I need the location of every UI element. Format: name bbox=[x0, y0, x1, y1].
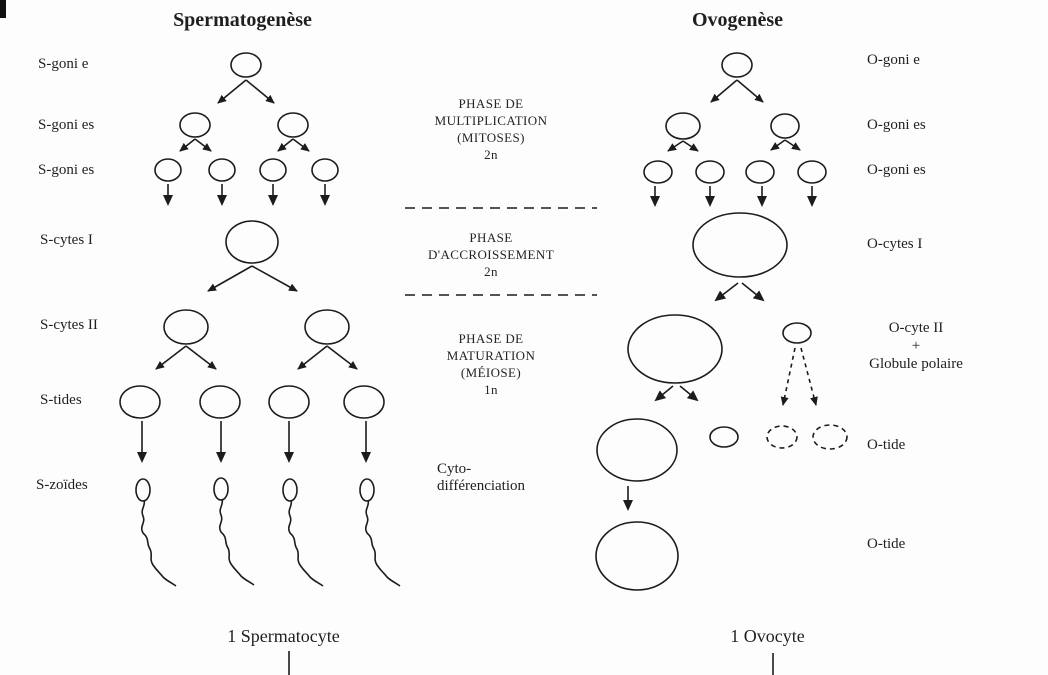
phase-multiplication-ploidy: 2n bbox=[484, 147, 498, 162]
o-gonie-label: O-goni e bbox=[867, 52, 920, 68]
oogenesis-title: Ovogenèse bbox=[691, 9, 784, 31]
o-tide-label-1: O-tide bbox=[867, 437, 906, 453]
spermatocyte-result-label: 1 Spermatocyte bbox=[227, 626, 340, 646]
s-tide-cells bbox=[120, 386, 384, 418]
phase-maturation-label bbox=[396, 330, 586, 398]
o-cyte-1-cell bbox=[693, 213, 787, 277]
polar-body-1-cell bbox=[783, 323, 811, 343]
o-tide-label-2: O-tide bbox=[867, 536, 906, 552]
phase-maturation-line-1: PHASE DE bbox=[458, 331, 524, 346]
s-gonia-row-3 bbox=[155, 159, 338, 181]
cytodifferenciation-label bbox=[437, 461, 525, 495]
s-cyte-2-cells bbox=[164, 310, 349, 344]
o-gonia-row-3 bbox=[644, 161, 826, 183]
o-gonies-label-1: O-goni es bbox=[867, 117, 926, 133]
o-gonia-row-2 bbox=[666, 113, 799, 139]
phase-maturation-line-3: (MÉIOSE) bbox=[460, 365, 522, 380]
phase-accroissement-label bbox=[396, 229, 586, 280]
phase-accroissement-ploidy: 2n bbox=[484, 264, 498, 279]
phase-accroissement-line-1: PHASE bbox=[469, 230, 513, 245]
o-cyte-2-cell bbox=[628, 315, 722, 383]
s-gonies-label-1: S-goni es bbox=[38, 117, 95, 133]
spermatogenesis-title: Spermatogenèse bbox=[173, 9, 312, 31]
o-cyte-2-label: O-cyte II bbox=[888, 320, 944, 336]
s-tides-label: S-tides bbox=[40, 392, 82, 408]
globule-polaire-label: Globule polaire bbox=[869, 356, 963, 372]
ovocyte-result-label: 1 Ovocyte bbox=[730, 626, 805, 646]
o-tide-row bbox=[597, 419, 847, 481]
plus-sign: + bbox=[911, 338, 921, 354]
phase-multiplication-line-1: PHASE DE bbox=[458, 96, 524, 111]
s-gonies-label-2: S-goni es bbox=[38, 162, 95, 178]
phase-accroissement-line-2: D'ACCROISSEMENT bbox=[427, 247, 555, 262]
s-gonie-label: S-goni e bbox=[38, 56, 89, 72]
s-cyte-1-cell bbox=[226, 221, 278, 263]
oogenesis-tree bbox=[596, 53, 847, 675]
o-gonies-label-2: O-goni es bbox=[867, 162, 926, 178]
cytodifferenciation-line-1: Cyto- bbox=[437, 461, 472, 477]
phase-maturation-line-2: MATURATION bbox=[446, 348, 536, 363]
phase-multiplication-line-2: MULTIPLICATION bbox=[434, 113, 548, 128]
s-cytes-2-label: S-cytes II bbox=[40, 317, 98, 333]
s-gonia-row-2 bbox=[180, 113, 308, 137]
o-cyte-2-group-label bbox=[838, 319, 994, 373]
phase-maturation-ploidy: 1n bbox=[484, 382, 498, 397]
o-cytes-1-label: O-cytes I bbox=[867, 236, 923, 252]
spermatozoid-figures bbox=[136, 478, 400, 586]
s-zoides-label: S-zoïdes bbox=[36, 477, 88, 493]
phase-multiplication-line-3: (MITOSES) bbox=[457, 130, 525, 145]
phase-multiplication-label bbox=[396, 95, 586, 163]
s-gonia-row-1 bbox=[231, 53, 261, 77]
o-gonia-row-1 bbox=[722, 53, 752, 77]
spermatogenesis-tree bbox=[120, 53, 400, 675]
s-cytes-1-label: S-cytes I bbox=[40, 232, 93, 248]
cytodifferenciation-line-2: différenciation bbox=[437, 478, 526, 494]
ovocyte-cell bbox=[596, 522, 678, 590]
